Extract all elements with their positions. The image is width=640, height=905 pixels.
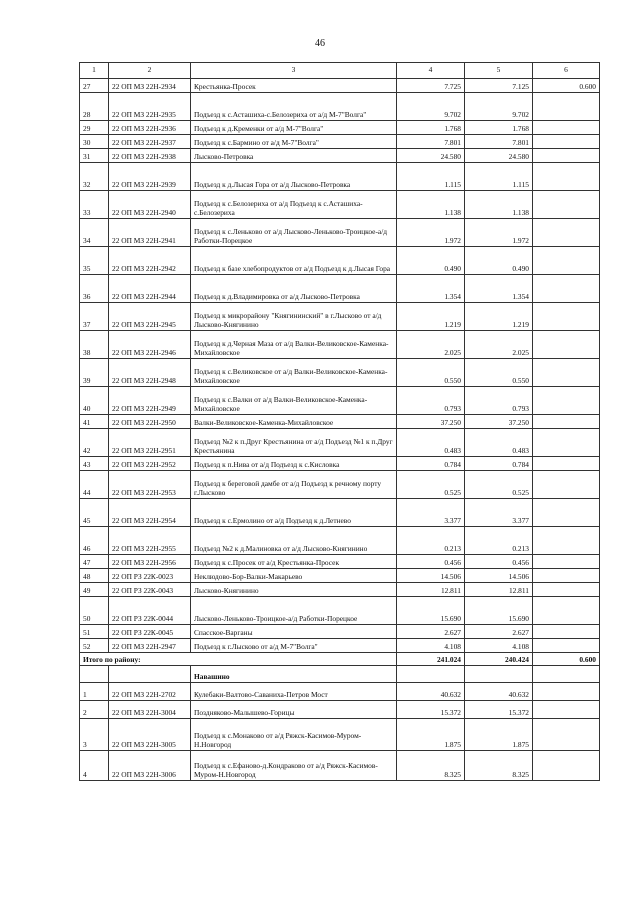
value-col-4: 7.725	[397, 79, 465, 93]
value-col-5: 24.580	[465, 149, 533, 163]
value-col-6	[533, 457, 600, 471]
road-name: Подъезд к с.Валки от а/д Валки-Великовское-Каменка-Михайловское	[191, 387, 397, 415]
value-col-5: 7.125	[465, 79, 533, 93]
row-number: 40	[80, 387, 109, 415]
road-code: 22 ОП МЗ 22Н-2956	[109, 555, 191, 569]
road-code: 22 ОП МЗ 22Н-2939	[109, 163, 191, 191]
road-name: Подъезд к береговой дамбе от а/д Подъезд к речному порту г.Лысково	[191, 471, 397, 499]
value-col-5: 1.768	[465, 121, 533, 135]
value-col-4: 40.632	[397, 683, 465, 701]
header-cell: 6	[533, 63, 600, 79]
total-value-5: 240.424	[465, 653, 533, 666]
value-col-4: 7.801	[397, 135, 465, 149]
road-code: 22 ОП МЗ 22Н-2934	[109, 79, 191, 93]
road-code: 22 ОП МЗ 22Н-2940	[109, 191, 191, 219]
value-col-5: 0.550	[465, 359, 533, 387]
empty-cell	[533, 666, 600, 683]
row-number: 42	[80, 429, 109, 457]
table-row	[80, 639, 600, 653]
value-col-5: 0.525	[465, 471, 533, 499]
value-col-5: 0.793	[465, 387, 533, 415]
value-col-6	[533, 751, 600, 781]
table-body-navashino	[80, 683, 600, 781]
header-cell: 2	[109, 63, 191, 79]
row-number: 33	[80, 191, 109, 219]
header-cell: 3	[191, 63, 397, 79]
value-col-4: 1.768	[397, 121, 465, 135]
table-row	[80, 163, 600, 191]
value-col-5: 3.377	[465, 499, 533, 527]
road-name: Подъезд №2 к д.Малиновка от а/д Лысково-Княгинино	[191, 527, 397, 555]
road-name: Спасское-Варганы	[191, 625, 397, 639]
road-name: Подъезд к д.Владимировка от а/д Лысково-Петровка	[191, 275, 397, 303]
road-code: 22 ОП РЗ 22К-0045	[109, 625, 191, 639]
table-row	[80, 275, 600, 303]
roads-table	[79, 62, 600, 781]
road-code: 22 ОП МЗ 22Н-3004	[109, 701, 191, 719]
value-col-6	[533, 387, 600, 415]
value-col-6	[533, 359, 600, 387]
value-col-5: 7.801	[465, 135, 533, 149]
table-row	[80, 499, 600, 527]
road-code: 22 ОП РЗ 22К-0044	[109, 597, 191, 625]
empty-cell	[465, 666, 533, 683]
table-row	[80, 191, 600, 219]
row-number: 30	[80, 135, 109, 149]
value-col-4: 37.250	[397, 415, 465, 429]
value-col-6	[533, 471, 600, 499]
road-name: Подъезд к с.Ермолино от а/д Подъезд к д.Летнево	[191, 499, 397, 527]
road-name: Подъезд к д.Кременки от а/д М-7"Волга"	[191, 121, 397, 135]
row-number: 32	[80, 163, 109, 191]
road-code: 22 ОП МЗ 22Н-2702	[109, 683, 191, 701]
header-cell: 4	[397, 63, 465, 79]
row-number: 47	[80, 555, 109, 569]
road-code: 22 ОП МЗ 22Н-3006	[109, 751, 191, 781]
value-col-6	[533, 639, 600, 653]
table-row	[80, 387, 600, 415]
table-row	[80, 527, 600, 555]
value-col-6	[533, 499, 600, 527]
row-number: 52	[80, 639, 109, 653]
total-label: Итого по району:	[80, 653, 397, 666]
table-row	[80, 79, 600, 93]
value-col-6	[533, 415, 600, 429]
row-number: 36	[80, 275, 109, 303]
value-col-5: 0.483	[465, 429, 533, 457]
road-code: 22 ОП МЗ 22Н-2945	[109, 303, 191, 331]
value-col-4: 0.525	[397, 471, 465, 499]
value-col-5: 15.372	[465, 701, 533, 719]
value-col-4: 0.550	[397, 359, 465, 387]
road-code: 22 ОП МЗ 22Н-2948	[109, 359, 191, 387]
value-col-5: 1.219	[465, 303, 533, 331]
table-row	[80, 597, 600, 625]
road-code: 22 ОП МЗ 22Н-2938	[109, 149, 191, 163]
total-row	[80, 653, 600, 666]
road-code: 22 ОП МЗ 22Н-2955	[109, 527, 191, 555]
value-col-4: 0.213	[397, 527, 465, 555]
value-col-6	[533, 719, 600, 751]
value-col-5: 0.213	[465, 527, 533, 555]
table-row	[80, 429, 600, 457]
value-col-5: 1.354	[465, 275, 533, 303]
table-row	[80, 219, 600, 247]
value-col-6	[533, 569, 600, 583]
road-name: Подъезд к с.Монаково от а/д Ряжск-Касимов-Муром-Н.Новгород	[191, 719, 397, 751]
value-col-6	[533, 149, 600, 163]
row-number: 39	[80, 359, 109, 387]
value-col-5: 0.784	[465, 457, 533, 471]
value-col-4: 8.325	[397, 751, 465, 781]
value-col-6	[533, 93, 600, 121]
value-col-5: 1.875	[465, 719, 533, 751]
table-row	[80, 471, 600, 499]
value-col-5: 0.456	[465, 555, 533, 569]
value-col-5: 15.690	[465, 597, 533, 625]
row-number: 31	[80, 149, 109, 163]
table-row	[80, 701, 600, 719]
value-col-6	[533, 121, 600, 135]
value-col-6	[533, 303, 600, 331]
table-row	[80, 415, 600, 429]
road-name: Неклюдово-Бор-Валки-Макарьево	[191, 569, 397, 583]
road-name: Лысково-Петровка	[191, 149, 397, 163]
value-col-4: 1.219	[397, 303, 465, 331]
value-col-5: 1.115	[465, 163, 533, 191]
row-number: 45	[80, 499, 109, 527]
value-col-6	[533, 625, 600, 639]
value-col-5: 2.025	[465, 331, 533, 359]
empty-cell	[80, 666, 109, 683]
value-col-6	[533, 597, 600, 625]
value-col-6	[533, 275, 600, 303]
row-number: 51	[80, 625, 109, 639]
row-number: 3	[80, 719, 109, 751]
table-row	[80, 719, 600, 751]
value-col-4: 12.811	[397, 583, 465, 597]
value-col-5: 37.250	[465, 415, 533, 429]
road-name: Подъезд к г.Лысково от а/д М-7"Волга"	[191, 639, 397, 653]
value-col-6	[533, 331, 600, 359]
row-number: 44	[80, 471, 109, 499]
value-col-5: 4.108	[465, 639, 533, 653]
row-number: 27	[80, 79, 109, 93]
road-name: Подъезд к с.Просек от а/д Крестьянка-Просек	[191, 555, 397, 569]
value-col-6	[533, 247, 600, 275]
header-cell: 1	[80, 63, 109, 79]
road-name: Подъезд к с.Белозериха от а/д Подъезд к с.Асташиха-с.Белозериха	[191, 191, 397, 219]
value-col-5: 1.972	[465, 219, 533, 247]
value-col-4: 15.372	[397, 701, 465, 719]
road-name: Подъезд к с.Асташиха-с.Белозериха от а/д М-7"Волга"	[191, 93, 397, 121]
value-col-4: 15.690	[397, 597, 465, 625]
road-name: Подъезд к с.Ефаново-д.Кондраково от а/д Ряжск-Касимов-Муром-Н.Новгород	[191, 751, 397, 781]
value-col-4: 4.108	[397, 639, 465, 653]
page-number: 46	[315, 38, 325, 49]
road-code: 22 ОП МЗ 22Н-2944	[109, 275, 191, 303]
value-col-6	[533, 135, 600, 149]
value-col-4: 0.456	[397, 555, 465, 569]
row-number: 1	[80, 683, 109, 701]
header-row	[80, 63, 600, 79]
road-name: Лысково-Княгинино	[191, 583, 397, 597]
road-code: 22 ОП МЗ 22Н-2936	[109, 121, 191, 135]
value-col-6: 0.600	[533, 79, 600, 93]
row-number: 2	[80, 701, 109, 719]
value-col-5: 14.506	[465, 569, 533, 583]
row-number: 43	[80, 457, 109, 471]
value-col-5: 0.490	[465, 247, 533, 275]
table-row	[80, 555, 600, 569]
table-row	[80, 359, 600, 387]
road-code: 22 ОП МЗ 22Н-2947	[109, 639, 191, 653]
road-name: Поздняково-Малышево-Горицы	[191, 701, 397, 719]
row-number: 50	[80, 597, 109, 625]
road-name: Подъезд к микрорайону "Княгининский" в г.Лысково от а/д Лысково-Княгинино	[191, 303, 397, 331]
row-number: 49	[80, 583, 109, 597]
road-code: 22 ОП МЗ 22Н-2937	[109, 135, 191, 149]
empty-cell	[397, 666, 465, 683]
value-col-4: 1.875	[397, 719, 465, 751]
row-number: 35	[80, 247, 109, 275]
table-row	[80, 751, 600, 781]
header-cell: 5	[465, 63, 533, 79]
road-name: Подъезд к д.Черная Маза от а/д Валки-Великовское-Каменка-Михайловское	[191, 331, 397, 359]
table-row	[80, 683, 600, 701]
total-value-6: 0.600	[533, 653, 600, 666]
road-code: 22 ОП МЗ 22Н-2949	[109, 387, 191, 415]
value-col-4: 2.025	[397, 331, 465, 359]
row-number: 48	[80, 569, 109, 583]
road-name: Подъезд к с.Леньково от а/д Лысково-Леньково-Троицкое-а/д Работки-Порецкое	[191, 219, 397, 247]
road-code: 22 ОП МЗ 22Н-2946	[109, 331, 191, 359]
value-col-4: 14.506	[397, 569, 465, 583]
table-row	[80, 247, 600, 275]
empty-cell	[109, 666, 191, 683]
value-col-5: 12.811	[465, 583, 533, 597]
value-col-6	[533, 701, 600, 719]
value-col-5: 1.138	[465, 191, 533, 219]
value-col-4: 1.972	[397, 219, 465, 247]
value-col-5: 8.325	[465, 751, 533, 781]
road-name: Подъезд №2 к п.Друг Крестьянина от а/д Подъезд №1 к п.Друг Крестьянина	[191, 429, 397, 457]
road-name: Подъезд к с.Великовское от а/д Валки-Великовское-Каменка-Михайловское	[191, 359, 397, 387]
road-code: 22 ОП МЗ 22Н-2935	[109, 93, 191, 121]
value-col-6	[533, 583, 600, 597]
value-col-5: 2.627	[465, 625, 533, 639]
value-col-6	[533, 555, 600, 569]
row-number: 46	[80, 527, 109, 555]
table-row	[80, 93, 600, 121]
value-col-5: 9.702	[465, 93, 533, 121]
row-number: 4	[80, 751, 109, 781]
road-code: 22 ОП МЗ 22Н-2950	[109, 415, 191, 429]
road-name: Лысково-Леньково-Троицкое-а/д Работки-Порецкое	[191, 597, 397, 625]
row-number: 41	[80, 415, 109, 429]
table-row	[80, 135, 600, 149]
value-col-4: 1.115	[397, 163, 465, 191]
table-row	[80, 625, 600, 639]
table-row	[80, 331, 600, 359]
road-code: 22 ОП МЗ 22Н-3005	[109, 719, 191, 751]
value-col-4: 1.138	[397, 191, 465, 219]
table-row	[80, 457, 600, 471]
table-body-lyskovo	[80, 79, 600, 653]
road-code: 22 ОП РЗ 22К-0043	[109, 583, 191, 597]
road-code: 22 ОП МЗ 22Н-2954	[109, 499, 191, 527]
table-row	[80, 149, 600, 163]
value-col-4: 3.377	[397, 499, 465, 527]
value-col-4: 0.483	[397, 429, 465, 457]
road-name: Подъезд к п.Нива от а/д Подъезд к с.Кисловка	[191, 457, 397, 471]
road-name: Крестьянка-Просек	[191, 79, 397, 93]
road-code: 22 ОП МЗ 22Н-2953	[109, 471, 191, 499]
road-code: 22 ОП МЗ 22Н-2941	[109, 219, 191, 247]
road-code: 22 ОП МЗ 22Н-2952	[109, 457, 191, 471]
value-col-6	[533, 683, 600, 701]
value-col-6	[533, 219, 600, 247]
road-name: Валки-Великовское-Каменка-Михайловское	[191, 415, 397, 429]
value-col-4: 9.702	[397, 93, 465, 121]
value-col-6	[533, 429, 600, 457]
value-col-4: 0.490	[397, 247, 465, 275]
district-name: Навашино	[191, 666, 397, 683]
road-name: Кулебаки-Валтово-Саваниха-Петров Мост	[191, 683, 397, 701]
row-number: 34	[80, 219, 109, 247]
table-row	[80, 303, 600, 331]
row-number: 37	[80, 303, 109, 331]
value-col-6	[533, 163, 600, 191]
road-name: Подъезд к базе хлебопродуктов от а/д Подъезд к д.Лысая Гора	[191, 247, 397, 275]
road-code: 22 ОП МЗ 22Н-2942	[109, 247, 191, 275]
value-col-4: 24.580	[397, 149, 465, 163]
value-col-4: 0.793	[397, 387, 465, 415]
table-row	[80, 583, 600, 597]
row-number: 28	[80, 93, 109, 121]
value-col-4: 1.354	[397, 275, 465, 303]
row-number: 29	[80, 121, 109, 135]
total-value-4: 241.024	[397, 653, 465, 666]
road-code: 22 ОП РЗ 22К-0023	[109, 569, 191, 583]
table-row	[80, 569, 600, 583]
value-col-6	[533, 191, 600, 219]
value-col-4: 2.627	[397, 625, 465, 639]
table-row	[80, 121, 600, 135]
road-name: Подъезд к с.Бармино от а/д М-7"Волга"	[191, 135, 397, 149]
row-number: 38	[80, 331, 109, 359]
value-col-6	[533, 527, 600, 555]
road-name: Подъезд к д.Лысая Гора от а/д Лысково-Петровка	[191, 163, 397, 191]
district-row	[80, 666, 600, 683]
value-col-4: 0.784	[397, 457, 465, 471]
road-code: 22 ОП МЗ 22Н-2951	[109, 429, 191, 457]
value-col-5: 40.632	[465, 683, 533, 701]
